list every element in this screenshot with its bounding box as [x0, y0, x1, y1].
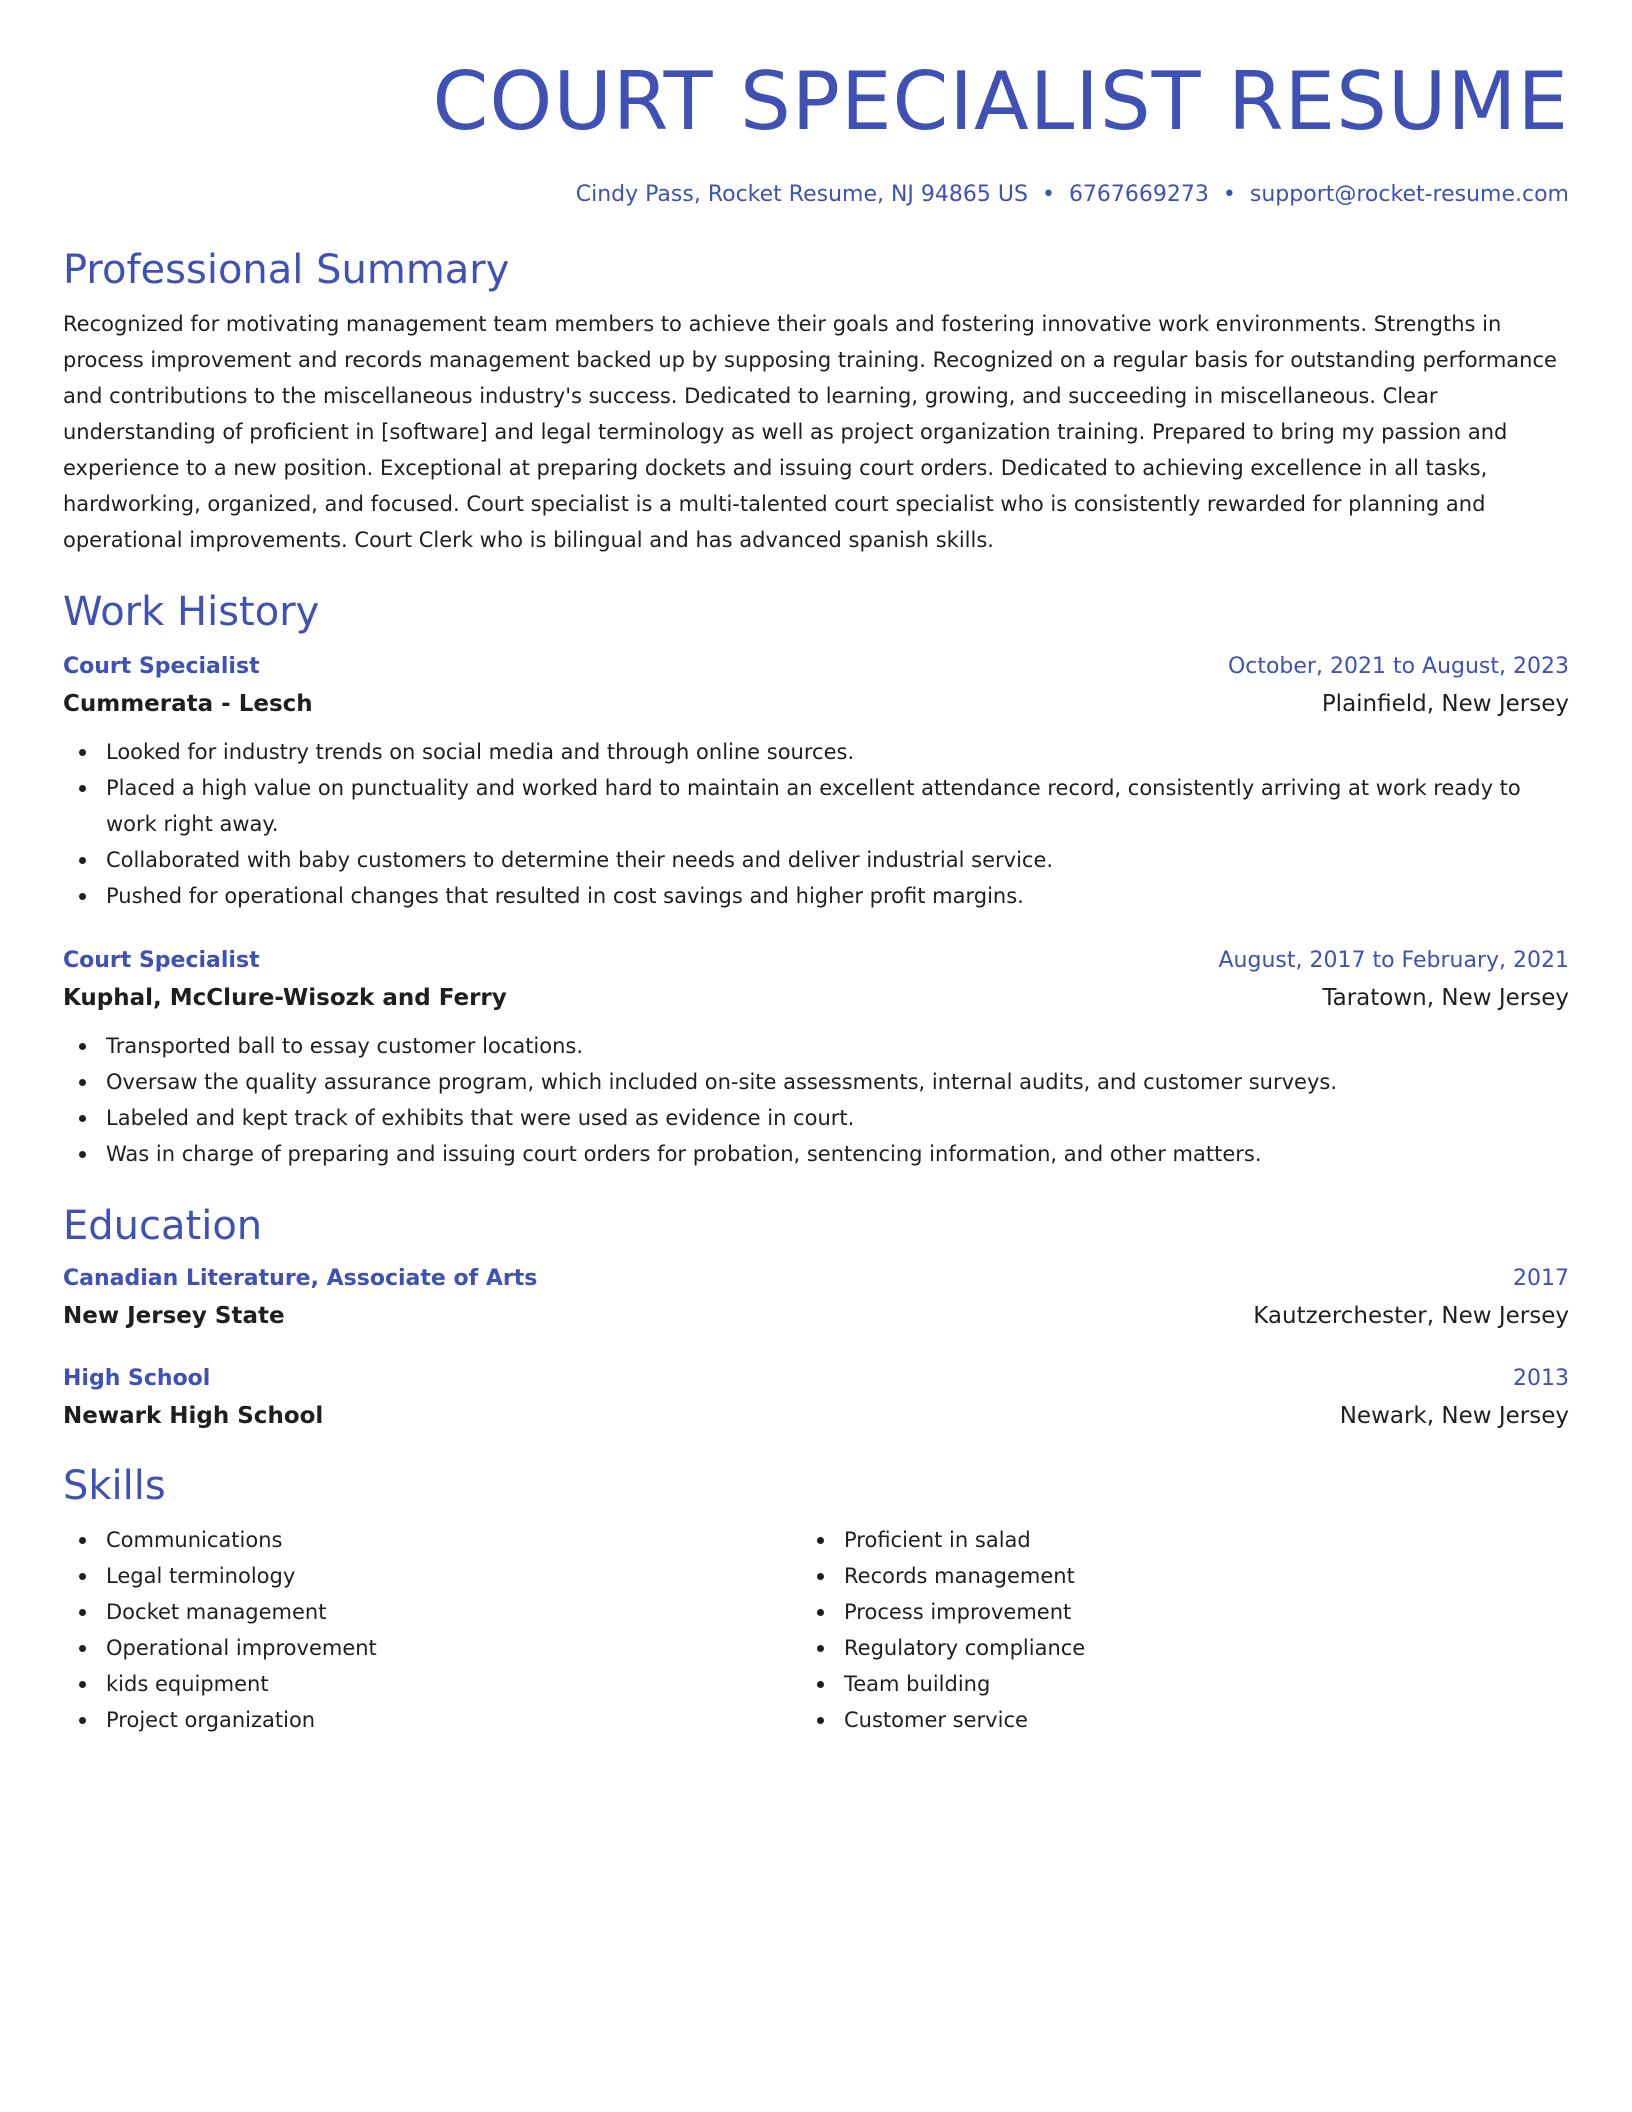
education-year: 2017: [1513, 1266, 1569, 1291]
education-degree: High School: [63, 1366, 211, 1391]
resume-header: [63, 50, 1569, 210]
job-bullet: Was in charge of preparing and issuing court orders for probation, sentencing information, and other matters.: [106, 1136, 1569, 1172]
contact-address: Cindy Pass, Rocket Resume, NJ 94865 US: [575, 182, 1028, 207]
education-year: 2013: [1513, 1366, 1569, 1391]
job-title: Court Specialist: [63, 948, 260, 973]
contact-separator: •: [1041, 182, 1055, 207]
skills-section: [63, 1460, 1569, 1738]
section-heading-work: Work History: [63, 589, 320, 635]
skill-item: Legal terminology: [106, 1558, 801, 1594]
skills-column-left: [63, 1522, 801, 1738]
skill-item: Regulatory compliance: [844, 1630, 1539, 1666]
skill-item: kids equipment: [106, 1666, 801, 1702]
skill-item: Communications: [106, 1522, 801, 1558]
section-heading-education: Education: [63, 1203, 263, 1249]
job-company-row: [63, 978, 1569, 1018]
job-bullet: Collaborated with baby customers to determine their needs and deliver industrial service.: [106, 842, 1569, 878]
skill-item: Project organization: [106, 1702, 801, 1738]
job-bullet: Transported ball to essay customer locations.: [106, 1028, 1569, 1064]
education-degree-row: [63, 1262, 1569, 1296]
job-bullet: Labeled and kept track of exhibits that were used as evidence in court.: [106, 1100, 1569, 1136]
resume-title: COURT SPECIALIST RESUME: [432, 55, 1569, 148]
skill-item: Records management: [844, 1558, 1539, 1594]
job-title: Court Specialist: [63, 654, 260, 679]
skill-item: Customer service: [844, 1702, 1539, 1738]
section-heading-summary: Professional Summary: [63, 247, 510, 293]
education-location: Kautzerchester, New Jersey: [1253, 1303, 1569, 1329]
work-history-section: [63, 586, 1569, 1172]
job-company: Cummerata - Lesch: [63, 691, 313, 717]
skills-column-right: [801, 1522, 1539, 1738]
section-heading-skills: Skills: [63, 1463, 166, 1509]
education-section: [63, 1200, 1569, 1436]
skill-item: Operational improvement: [106, 1630, 801, 1666]
job-entry: [63, 944, 1569, 1172]
summary-text: Recognized for motivating management team members to achieve their goals and fostering innovative work environments. Strengths in process improvement and records management backed up by supposing training. Recognized on a regular basis for outstanding performance and contributions to the miscellaneous industry's success. Dedicated to learning, growing, and succeeding in miscellaneous. Clear understanding of proficient in [software] and legal terminology as well as project organization training. Prepared to bring my passion and experience to a new position. Exceptional at preparing dockets and issuing court orders. Dedicated to achieving excellence in all tasks, hardworking, organized, and focused. Court specialist is a multi-talented court specialist who is consistently rewarded for planning and operational improvements. Court Clerk who is bilingual and has advanced spanish skills.: [63, 312, 1557, 552]
job-dates: August, 2017 to February, 2021: [1218, 948, 1569, 973]
education-school-row: [63, 1396, 1569, 1436]
education-degree: Canadian Literature, Associate of Arts: [63, 1266, 538, 1291]
skills-grid: [63, 1522, 1569, 1738]
job-title-row: [63, 650, 1569, 684]
job-location: Taratown, New Jersey: [1322, 985, 1569, 1011]
education-location: Newark, New Jersey: [1339, 1403, 1569, 1429]
job-entry: [63, 650, 1569, 914]
contact-line: [63, 180, 1569, 210]
education-degree-row: [63, 1362, 1569, 1396]
skill-item: Team building: [844, 1666, 1539, 1702]
education-school-row: [63, 1296, 1569, 1336]
professional-summary-section: [63, 244, 1569, 558]
education-school: New Jersey State: [63, 1303, 285, 1329]
job-bullet: Pushed for operational changes that resulted in cost savings and higher profit margins.: [106, 878, 1569, 914]
job-bullets: [63, 734, 1569, 914]
education-entry: [63, 1362, 1569, 1436]
job-location: Plainfield, New Jersey: [1321, 691, 1569, 717]
contact-separator: •: [1222, 182, 1236, 207]
education-school: Newark High School: [63, 1403, 324, 1429]
job-dates: October, 2021 to August, 2023: [1227, 654, 1569, 679]
education-entry: [63, 1262, 1569, 1336]
contact-email[interactable]: support@rocket-resume.com: [1249, 182, 1569, 207]
job-company-row: [63, 684, 1569, 724]
job-bullets: [63, 1028, 1569, 1172]
job-bullet: Looked for industry trends on social media and through online sources.: [106, 734, 1569, 770]
job-company: Kuphal, McClure-Wisozk and Ferry: [63, 985, 507, 1011]
skill-item: Docket management: [106, 1594, 801, 1630]
job-bullet: Placed a high value on punctuality and worked hard to maintain an excellent attendance record, consistently arriving at work ready to work right away.: [106, 770, 1569, 842]
skill-item: Process improvement: [844, 1594, 1539, 1630]
contact-phone: 6767669273: [1068, 182, 1209, 207]
job-title-row: [63, 944, 1569, 978]
skill-item: Proficient in salad: [844, 1522, 1539, 1558]
job-bullet: Oversaw the quality assurance program, which included on-site assessments, internal audits, and customer surveys.: [106, 1064, 1569, 1100]
